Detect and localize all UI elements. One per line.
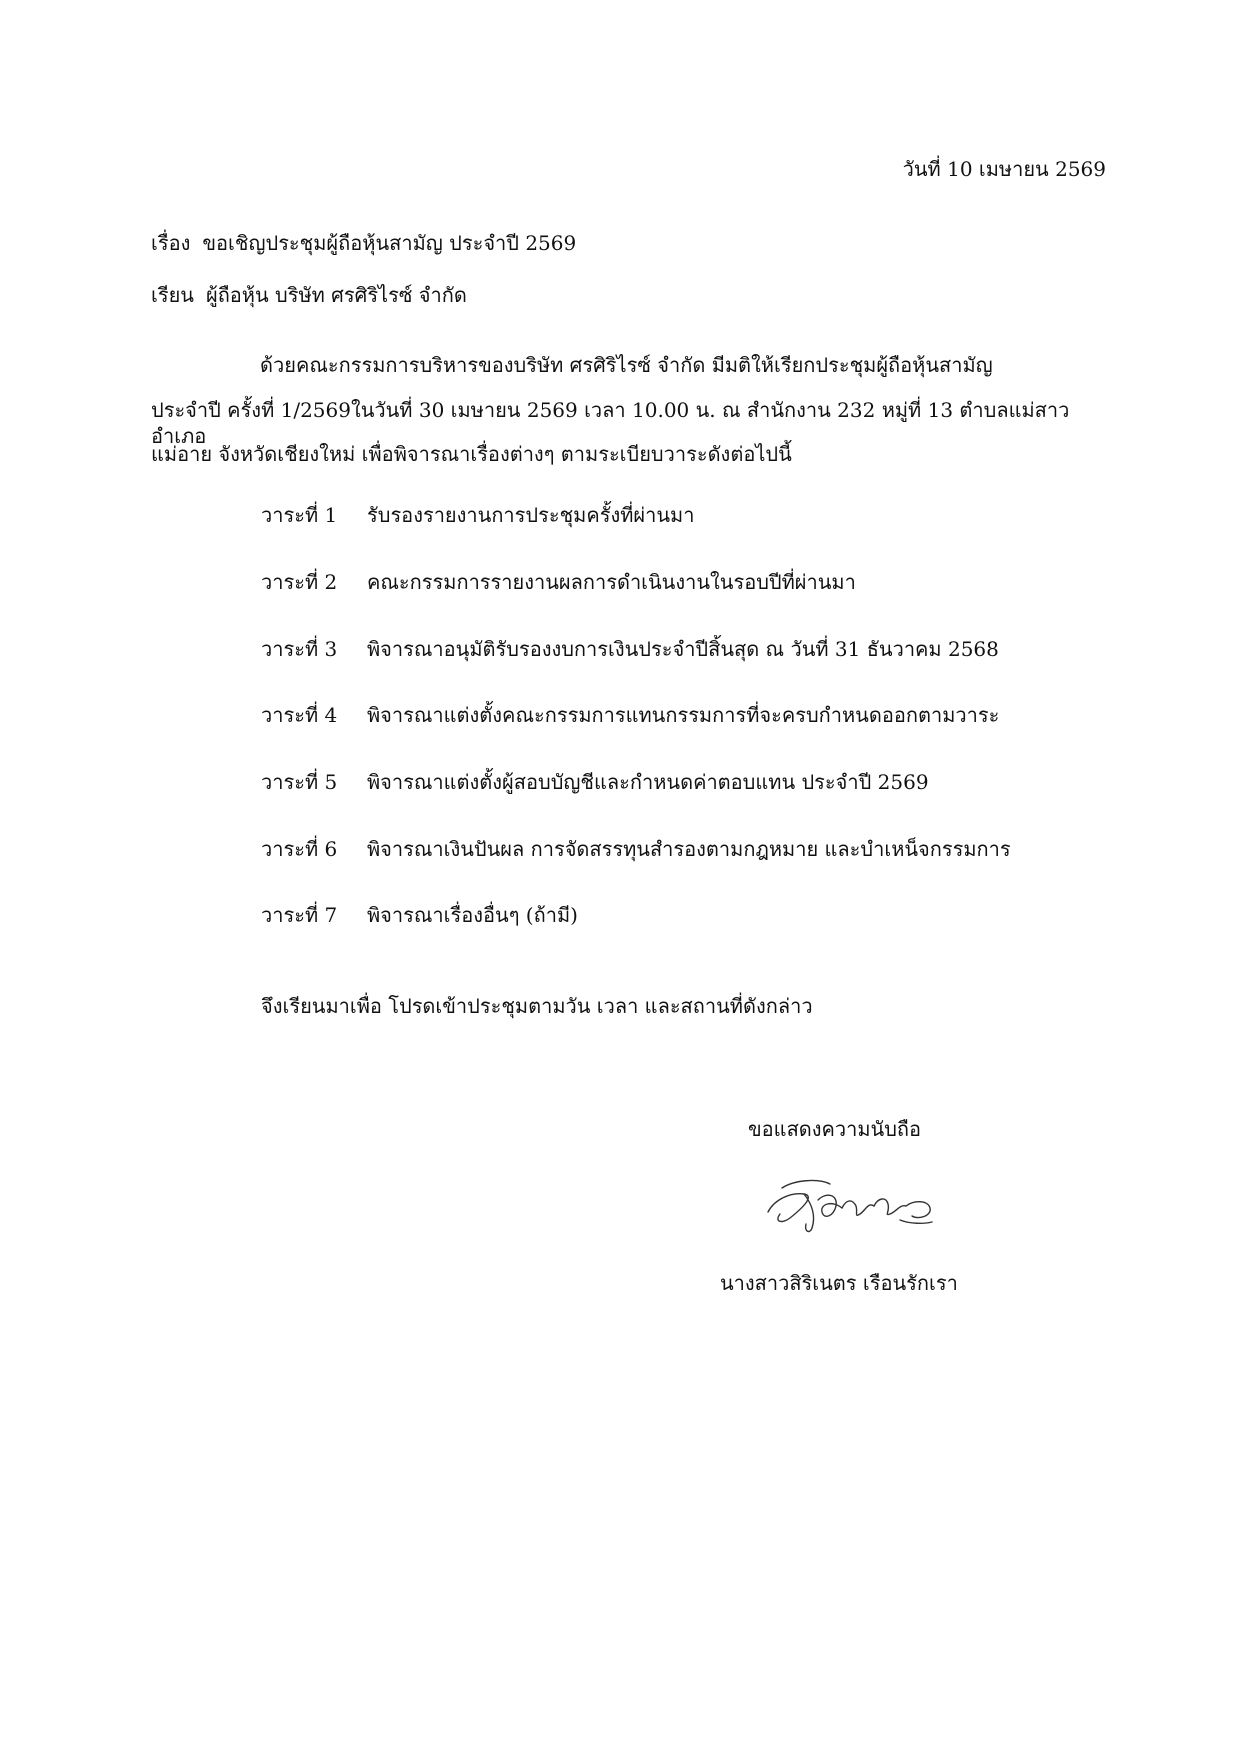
agenda-item xyxy=(261,769,929,795)
body-line-1: ด้วยคณะกรรมการบริหารของบริษัท ศรศิริไรซ์ จำกัด มีมติให้เรียกประชุมผู้ถือหุ้นสามัญ xyxy=(260,353,993,377)
recipient-label: เรียน xyxy=(151,283,194,307)
agenda-number: วาระที่ 7 xyxy=(261,903,338,927)
handwritten-signature xyxy=(760,1170,940,1240)
agenda-text: รับรองรายงานการประชุมครั้งที่ผ่านมา xyxy=(367,503,695,527)
agenda-item xyxy=(261,902,578,928)
subject-line xyxy=(151,230,576,256)
agenda-number: วาระที่ 3 xyxy=(261,637,338,661)
body-line-3: แม่อาย จังหวัดเชียงใหม่ เพื่อพิจารณาเรื่องต่างๆ ตามระเบียบวาระดังต่อไปนี้ xyxy=(151,442,792,466)
recipient-line xyxy=(151,282,467,308)
letter-date: วันที่ 10 เมษายน 2569 xyxy=(902,157,1106,181)
agenda-item xyxy=(261,502,694,528)
recipient-text: ผู้ถือหุ้น บริษัท ศรศิริไรซ์ จำกัด xyxy=(205,283,467,307)
closing-sentence: จึงเรียนมาเพื่อ โปรดเข้าประชุมตามวัน เวลา และสถานที่ดังกล่าว xyxy=(261,994,813,1018)
agenda-number: วาระที่ 6 xyxy=(261,837,338,861)
agenda-number: วาระที่ 2 xyxy=(261,570,338,594)
subject-text: ขอเชิญประชุมผู้ถือหุ้นสามัญ ประจำปี 2569 xyxy=(202,231,577,255)
agenda-number: วาระที่ 5 xyxy=(261,770,338,794)
agenda-number: วาระที่ 1 xyxy=(261,503,338,527)
body-line-2: ประจำปี ครั้งที่ 1/2569ในวันที่ 30 เมษายน 2569 เวลา 10.00 น. ณ สำนักงาน 232 หมู่ที่ 13 ตำบลแม่สาว อำเภอ xyxy=(151,398,1070,448)
agenda-text: พิจารณาเรื่องอื่นๆ (ถ้ามี) xyxy=(367,903,578,927)
agenda-item xyxy=(261,636,999,662)
agenda-text: พิจารณาเงินปันผล การจัดสรรทุนสำรองตามกฎหมาย และบำเหน็จกรรมการ xyxy=(367,837,1011,861)
agenda-item xyxy=(261,836,1011,862)
agenda-text: พิจารณาแต่งตั้งผู้สอบบัญชีและกำหนดค่าตอบแทน ประจำปี 2569 xyxy=(367,770,929,794)
signer-name: นางสาวสิริเนตร เรือนรักเรา xyxy=(720,1271,958,1295)
agenda-text: คณะกรรมการรายงานผลการดำเนินงานในรอบปีที่ผ่านมา xyxy=(367,570,856,594)
agenda-item xyxy=(261,702,999,728)
agenda-text: พิจารณาแต่งตั้งคณะกรรมการแทนกรรมการที่จะครบกำหนดออกตามวาระ xyxy=(367,703,1000,727)
regards-text: ขอแสดงความนับถือ xyxy=(748,1117,922,1141)
subject-label: เรื่อง xyxy=(151,231,191,255)
agenda-text: พิจารณาอนุมัติรับรองงบการเงินประจำปีสิ้นสุด ณ วันที่ 31 ธันวาคม 2568 xyxy=(367,637,999,661)
agenda-item xyxy=(261,569,856,595)
agenda-number: วาระที่ 4 xyxy=(261,703,338,727)
